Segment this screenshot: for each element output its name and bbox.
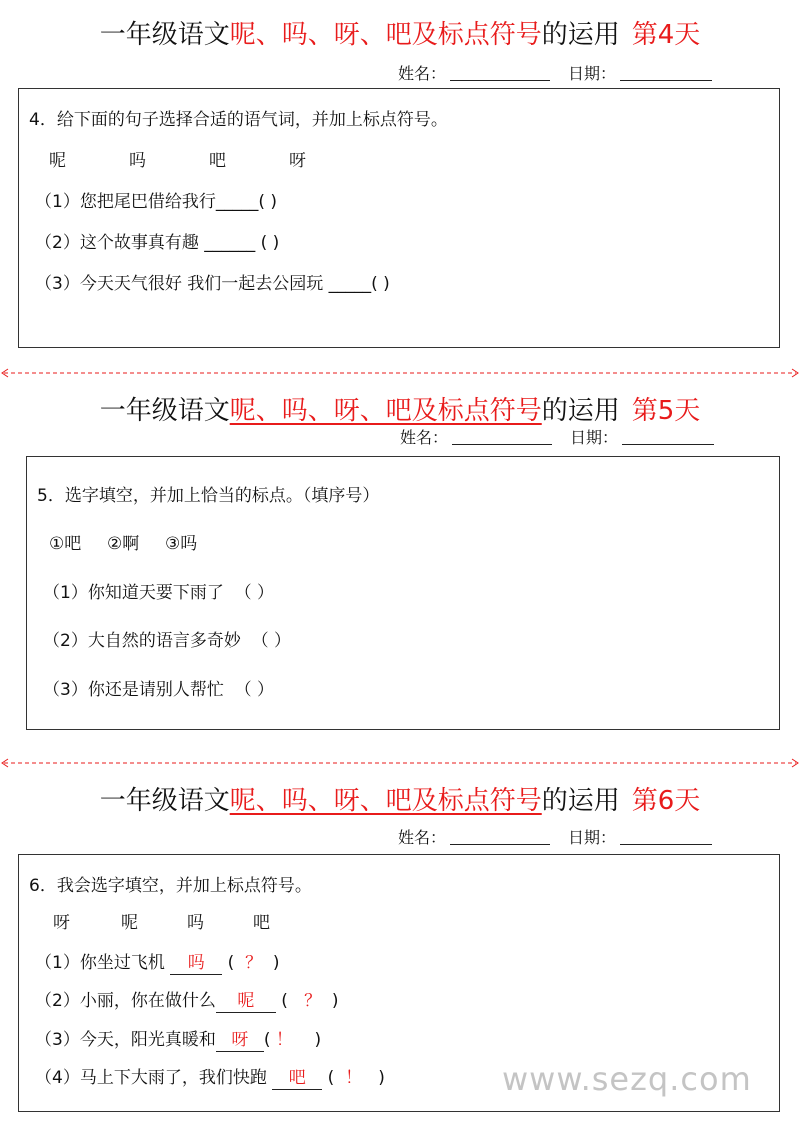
list-item: （3）今天，阳光真暖和 呀 ( ！ ) xyxy=(35,1030,322,1050)
date-field[interactable] xyxy=(620,64,712,81)
punct-answer: ？ xyxy=(245,953,263,973)
word-choices: ①吧 ②啊 ③吗 xyxy=(49,534,198,554)
cut-line-divider xyxy=(0,758,800,768)
question-text: 6．我会选字填空，并加上标点符号。 xyxy=(29,876,312,896)
punct-blank[interactable]: （ ） xyxy=(234,583,275,603)
worksheet-title: 一年级语文呢、吗、呀、吧及标点符号的运用 第4天 xyxy=(99,20,701,50)
name-field[interactable] xyxy=(450,64,550,81)
date-label: 日期： xyxy=(568,64,617,83)
punct-blank[interactable]: ( ) xyxy=(371,274,390,294)
name-label: 姓名： xyxy=(400,428,449,447)
date-field[interactable] xyxy=(620,828,712,845)
exercise-box xyxy=(18,88,780,348)
answer-blank[interactable]: 吗 xyxy=(170,952,222,975)
list-item: （2）这个故事真有趣 ______ ( ) xyxy=(35,233,280,253)
list-item: （1）你知道天要下雨了 （ ） xyxy=(43,583,275,603)
answer-blank[interactable]: _____ xyxy=(328,274,372,294)
question-text: 5．选字填空，并加上恰当的标点。（填序号） xyxy=(37,486,380,506)
punct-blank[interactable]: （ ） xyxy=(251,631,292,651)
date-label: 日期： xyxy=(568,828,617,847)
punct-answer: ？ xyxy=(304,991,322,1011)
cut-line-divider xyxy=(0,368,800,378)
worksheet-title: 一年级语文呢、吗、呀、吧及标点符号的运用 第5天 xyxy=(99,396,701,426)
date-field[interactable] xyxy=(622,428,714,445)
name-field[interactable] xyxy=(452,428,552,445)
list-item: （1）你坐过飞机 吗 ( ？ ) xyxy=(35,953,280,973)
punct-answer: ！ xyxy=(275,1030,293,1050)
name-label: 姓名： xyxy=(398,828,447,847)
worksheet-title: 一年级语文呢、吗、呀、吧及标点符号的运用 第6天 xyxy=(99,786,701,816)
question-text: 4．给下面的句子选择合适的语气词，并加上标点符号。 xyxy=(29,110,448,130)
watermark: www.sezq.com xyxy=(502,1060,752,1098)
punct-blank[interactable]: ( ) xyxy=(260,233,280,253)
answer-blank[interactable]: _____ xyxy=(215,192,259,212)
name-date-row xyxy=(398,64,712,84)
list-item: （1）您把尾巴借给我行_____( ) xyxy=(35,192,277,212)
list-item: （3）今天天气很好 我们一起去公园玩 _____( ) xyxy=(35,274,390,294)
word-choices: 呢 吗 吧 呀 xyxy=(49,151,306,171)
name-field[interactable] xyxy=(450,828,550,845)
list-item: （2）大自然的语言多奇妙 （ ） xyxy=(43,631,292,651)
punct-answer: ！ xyxy=(345,1068,363,1088)
punct-blank[interactable]: （ ） xyxy=(234,680,275,700)
answer-blank[interactable]: 呢 xyxy=(216,990,276,1013)
list-item: （3）你还是请别人帮忙 （ ） xyxy=(43,680,275,700)
name-label: 姓名： xyxy=(398,64,447,83)
name-date-row xyxy=(398,828,712,848)
list-item: （4）马上下大雨了，我们快跑 吧 ( ！ ) xyxy=(35,1068,385,1088)
list-item: （2）小丽，你在做什么 呢 ( ？ ) xyxy=(35,991,339,1011)
answer-blank[interactable]: ______ xyxy=(204,233,256,253)
name-date-row xyxy=(400,428,714,448)
word-choices: 呀 呢 吗 吧 xyxy=(53,913,270,933)
exercise-box xyxy=(26,456,780,730)
answer-blank[interactable]: 呀 xyxy=(216,1029,264,1052)
answer-blank[interactable]: 吧 xyxy=(272,1067,322,1090)
punct-blank[interactable]: ( ) xyxy=(258,192,277,212)
date-label: 日期： xyxy=(570,428,619,447)
